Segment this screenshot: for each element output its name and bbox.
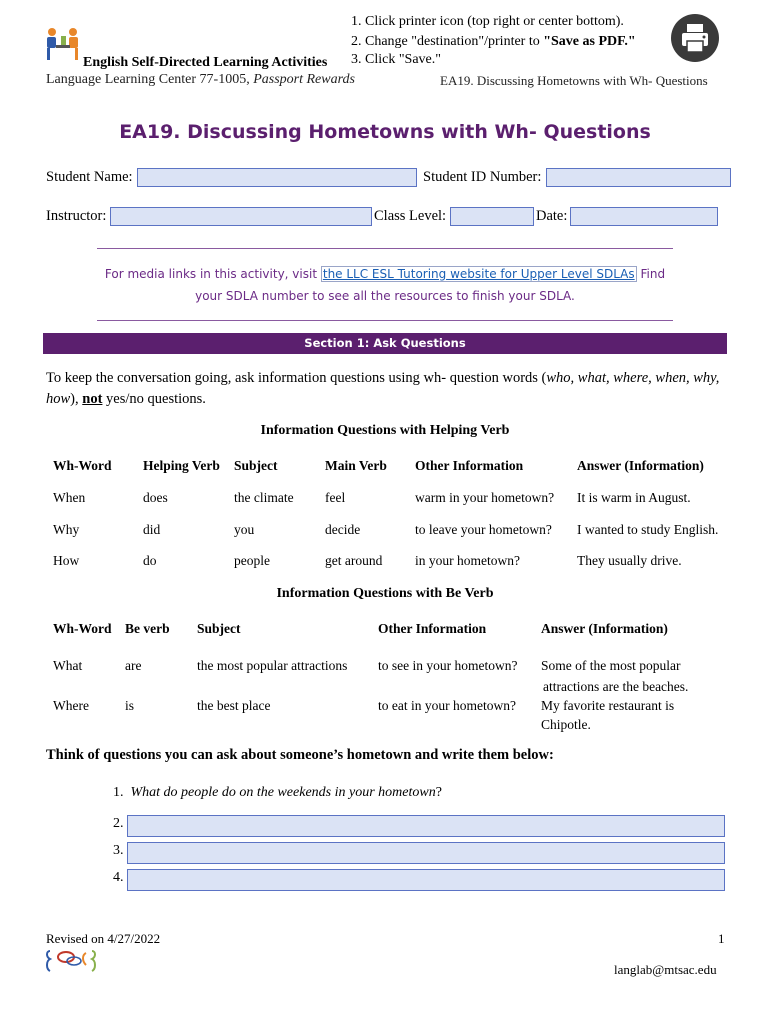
program-title: English Self-Directed Learning Activities xyxy=(83,55,328,70)
question-4-field[interactable] xyxy=(127,869,725,891)
table2-caption: Information Questions with Be Verb xyxy=(276,586,494,601)
question-2-field[interactable] xyxy=(127,815,725,837)
think-heading: Think of questions you can ask about someone’s hometown and write them below: xyxy=(46,747,554,763)
table1-header: Main Verb xyxy=(325,458,387,473)
table1-cell: do xyxy=(143,553,157,568)
not-emphasis: not xyxy=(82,391,103,407)
instruction-1: 1. Click printer icon (top right or center bottom). xyxy=(351,14,624,29)
table2-header: Answer (Information) xyxy=(541,621,668,636)
instructor-field[interactable] xyxy=(110,207,372,226)
student-name-field[interactable] xyxy=(137,168,417,187)
center-label-text: Language Learning Center 77-1005, xyxy=(46,72,250,87)
table1-caption: Information Questions with Helping Verb xyxy=(260,423,510,438)
class-level-field[interactable] xyxy=(450,207,534,226)
printer-icon[interactable] xyxy=(671,14,719,62)
instruction-3: 3. Click "Save." xyxy=(351,52,441,67)
instruction-2 xyxy=(351,34,636,50)
doc-code: EA19. Discussing Hometowns with Wh- Questions xyxy=(440,73,708,88)
table2-cell: the best place xyxy=(197,698,271,713)
table1-cell: decide xyxy=(325,522,361,537)
llc-tutoring-link[interactable]: the LLC ESL Tutoring website for Upper Level SDLAs xyxy=(322,267,635,281)
intro-paragraph xyxy=(46,368,726,410)
page-title: EA19. Discussing Hometowns with Wh- Questions xyxy=(119,121,651,143)
save-as-pdf: "Save as PDF." xyxy=(543,34,636,49)
table1-header: Answer (Information) xyxy=(577,458,704,473)
table1-header: Helping Verb xyxy=(143,458,220,473)
class-level-label: Class Level: xyxy=(374,208,447,224)
passport-rewards: Passport Rewards xyxy=(253,72,355,87)
table1-cell: How xyxy=(53,553,80,568)
table1-cell: does xyxy=(143,490,168,505)
table1-cell: warm in your hometown? xyxy=(415,490,555,505)
instruction-2-text: 2. Change "destination"/printer to xyxy=(351,34,544,49)
table1-cell: to leave your hometown? xyxy=(415,522,552,537)
table2-cell: to eat in your hometown? xyxy=(378,698,516,713)
intro-part2: ), xyxy=(70,391,83,407)
table2-header: Wh-Word xyxy=(53,621,112,636)
media-suffix: Find xyxy=(640,267,666,281)
llc-logo xyxy=(44,947,100,977)
media-links-note xyxy=(60,263,710,307)
section-title-bar: Section 1: Ask Questions xyxy=(43,333,727,354)
divider-top xyxy=(97,248,673,249)
wh-words: who, what, where, when, why, how xyxy=(46,370,720,407)
revised-date: Revised on 4/27/2022 xyxy=(46,931,161,946)
media-line2: your SDLA number to see all the resources to finish your SDLA. xyxy=(195,289,575,303)
table1-cell: They usually drive. xyxy=(577,553,682,568)
table1-cell: people xyxy=(234,553,270,568)
table1-cell: feel xyxy=(325,490,346,505)
example-question xyxy=(113,785,442,801)
table2-cell: to see in your hometown? xyxy=(378,658,518,673)
table1-cell: When xyxy=(53,490,86,505)
question-num: 2. xyxy=(113,816,124,831)
table1-cell: you xyxy=(234,522,255,537)
table1-cell: did xyxy=(143,522,161,537)
instructor-label: Instructor: xyxy=(46,208,107,224)
table1-header: Subject xyxy=(234,458,278,473)
divider-bottom xyxy=(97,320,673,321)
student-id-label: Student ID Number: xyxy=(423,169,542,185)
table2-header: Other Information xyxy=(378,621,487,636)
table2-cell: the most popular attractions xyxy=(197,658,348,673)
student-id-field[interactable] xyxy=(546,168,731,187)
page-number: 1 xyxy=(718,931,725,946)
table2-header: Subject xyxy=(197,621,241,636)
table2-cell: Some of the most popular xyxy=(541,658,681,673)
question-num: 3. xyxy=(113,843,124,858)
date-label: Date: xyxy=(536,208,568,224)
center-label xyxy=(46,72,355,88)
question-3-field[interactable] xyxy=(127,842,725,864)
table2-cell: are xyxy=(125,658,142,673)
table2-cell: is xyxy=(125,698,135,713)
table1-cell: I wanted to study English. xyxy=(577,522,719,537)
program-logo xyxy=(44,26,82,64)
table2-cell: Chipotle. xyxy=(541,717,591,732)
table1-cell: Why xyxy=(53,522,80,537)
table1-cell: in your hometown? xyxy=(415,553,520,568)
table2-cell: attractions are the beaches. xyxy=(543,679,689,694)
table1-header: Wh-Word xyxy=(53,458,112,473)
contact-email[interactable]: langlab@mtsac.edu xyxy=(614,962,717,977)
student-name-label: Student Name: xyxy=(46,169,133,185)
table1-cell: It is warm in August. xyxy=(577,490,691,505)
table1-cell: get around xyxy=(325,553,383,568)
media-prefix: For media links in this activity, visit xyxy=(104,267,318,281)
table1-header: Other Information xyxy=(415,458,524,473)
date-field[interactable] xyxy=(570,207,718,226)
table2-cell: Where xyxy=(53,698,89,713)
question-num: 4. xyxy=(113,870,124,885)
table2-cell: What xyxy=(53,658,83,673)
intro-part1: To keep the conversation going, ask information questions using wh- question words ( xyxy=(46,370,547,386)
table1-cell: the climate xyxy=(234,490,294,505)
example-num: 1. xyxy=(113,785,124,800)
table2-header: Be verb xyxy=(125,621,170,636)
example-text: What do people do on the weekends in your hometown xyxy=(130,785,436,800)
table2-cell: My favorite restaurant is xyxy=(541,698,675,713)
intro-part3: yes/no questions. xyxy=(102,391,206,407)
example-end: ? xyxy=(435,785,442,800)
